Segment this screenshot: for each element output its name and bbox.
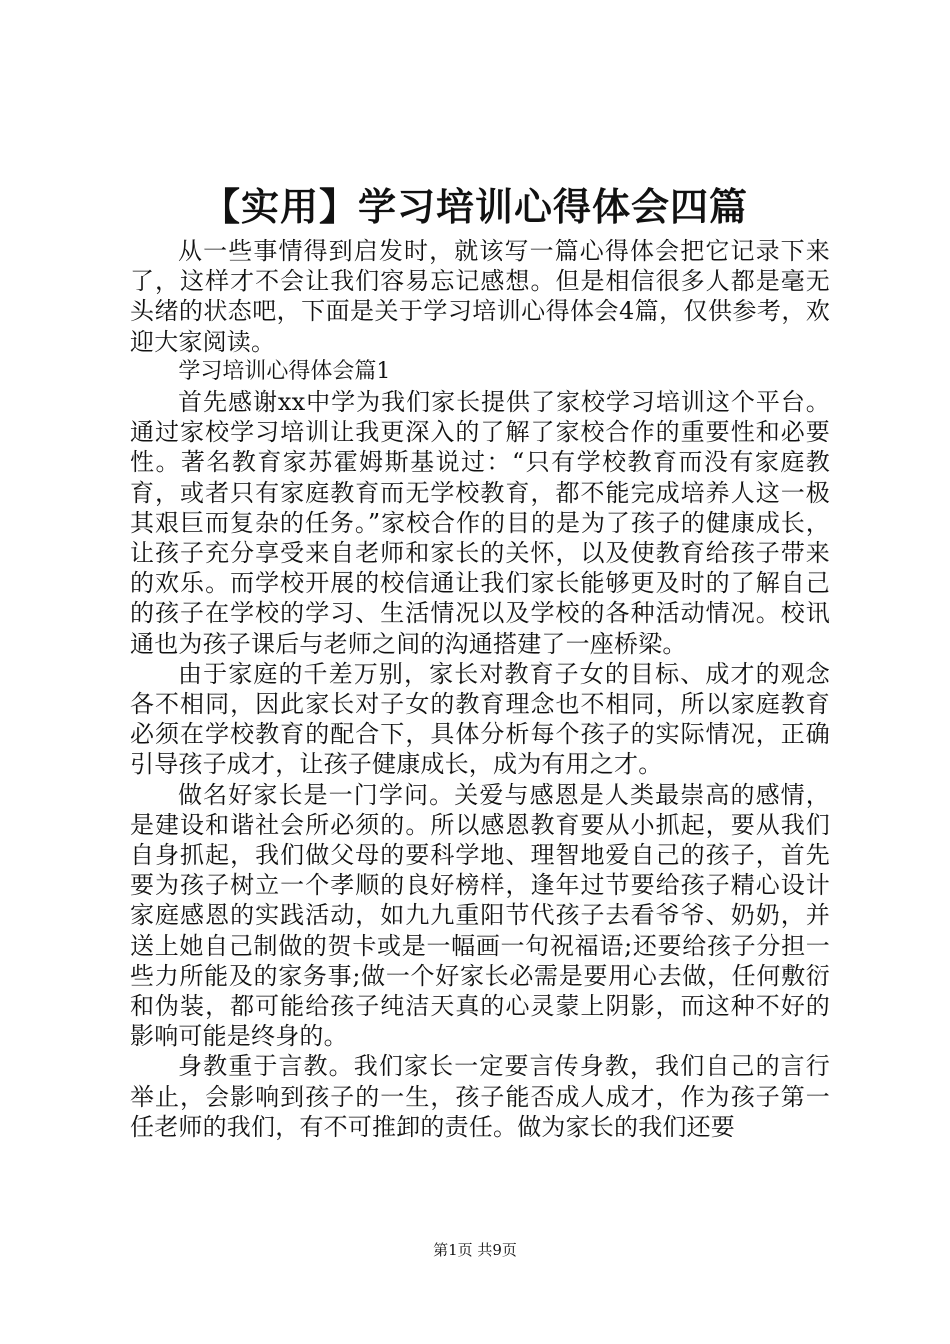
section-heading: 学习培训心得体会篇1 <box>178 358 391 384</box>
body-paragraph: 做名好家长是一门学问。关爱与感恩是人类最崇高的感情，是建设和谐社会所必须的。所以感恩教育要从小抓起，要从我们自身抓起，我们做父母的要科学地、理智地爱自己的孩子，首先要为孩子树立一个孝顺的良好榜样，逢年过节要给孩子精心设计家庭感恩的实践活动，如九九重阳节代孩子去看爷爷、奶奶，并送上她自己制做的贺卡或是一幅画一句祝福语;还要给孩子分担一些力所能及的家务事;做一个好家长必需是要用心去做，任何敷衍和伪装，都可能给孩子纯洁天真的心灵蒙上阴影，而这种不好的影响可能是终身的。 <box>130 780 830 1051</box>
document-title: 【实用】学习培训心得体会四篇 <box>201 184 748 229</box>
page-footer <box>0 1240 950 1260</box>
body-paragraph: 由于家庭的千差万别，家长对教育子女的目标、成才的观念各不相同，因此家长对子女的教育理念也不相同，所以家庭教育必须在学校教育的配合下，具体分析每个孩子的实际情况，正确引导孩子成才，让孩子健康成长，成为有用之才。 <box>130 659 830 779</box>
document-body <box>130 236 830 1142</box>
page-number: 第1页 共9页 <box>433 1241 517 1259</box>
intro-paragraph: 从一些事情得到启发时，就该写一篇心得体会把它记录下来了，这样才不会让我们容易忘记感想。但是相信很多人都是毫无头绪的状态吧，下面是关于学习培训心得体会4篇，仅供参考，欢迎大家阅读。 <box>130 237 830 356</box>
body-paragraph: 首先感谢xx中学为我们家长提供了家校学习培训这个平台。通过家校学习培训让我更深入的了解了家校合作的重要性和必要性。著名教育家苏霍姆斯基说过：“只有学校教育而没有家庭教育，或者只有家庭教育而无学校教育，都不能完成培养人这一极其艰巨而复杂的任务。”家校合作的目的是为了孩子的健康成长，让孩子充分享受来自老师和家长的关怀，以及使教育给孩子带来的欢乐。而学校开展的校信通让我们家长能够更及时的了解自己的孩子在学校的学习、生活情况以及学校的各种活动情况。校讯通也为孩子课后与老师之间的沟通搭建了一座桥梁。 <box>130 388 830 658</box>
body-paragraph: 身教重于言教。我们家长一定要言传身教，我们自己的言行举止，会影响到孩子的一生，孩子能否成人成才，作为孩子第一任老师的我们，有不可推卸的责任。做为家长的我们还要 <box>130 1052 830 1141</box>
